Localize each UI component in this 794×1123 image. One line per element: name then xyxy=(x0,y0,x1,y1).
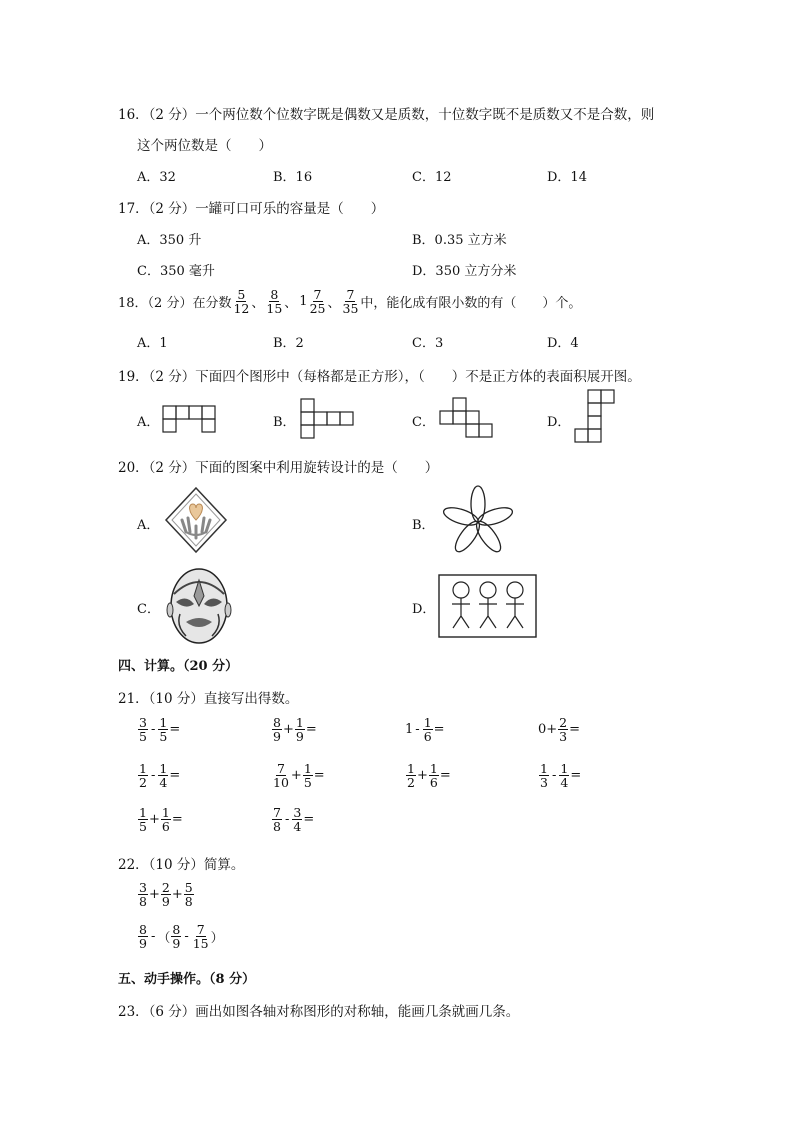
q16-option-c: C．12 xyxy=(412,170,452,185)
q22-expression-1: $\frac{3}{8}$ + $\frac{2}{9}$ + $\frac{5}{8}$ xyxy=(139,880,193,910)
q20-stem: 20．（2 分）下面的图案中利用旋转设计的是（ ） xyxy=(118,460,439,476)
q23-stem: 23．（6 分）画出如图各轴对称图形的对称轴，能画几条就画几条。 xyxy=(118,1004,520,1020)
q20-option-c: C． xyxy=(137,602,160,617)
q18-mixed-whole: 1 xyxy=(299,294,308,310)
q16-option-b: B．16 xyxy=(273,170,313,185)
q19-option-c: C． xyxy=(412,415,435,430)
q19-option-b: B． xyxy=(273,415,296,430)
q18-fraction-1: $\frac{5}{12}$ xyxy=(233,287,250,317)
q18-option-d: D．4 xyxy=(547,336,579,351)
q16-stem-line2: 这个两位数是（ ） xyxy=(137,138,272,154)
q22-stem: 22．（10 分）简算。 xyxy=(118,857,245,873)
q17-option-b: B．0.35 立方米 xyxy=(412,233,507,248)
q18-separator: 、 xyxy=(251,296,265,312)
q17-stem: 17．（2 分）一罐可口可乐的容量是（ ） xyxy=(118,201,385,217)
section-5-heading: 五、动手操作。（8 分） xyxy=(118,972,256,987)
q17-option-a: A．350 升 xyxy=(137,233,202,248)
q20-figure-b xyxy=(438,484,518,560)
q19-net-c xyxy=(440,398,495,438)
q18-fraction-2: $\frac{8}{15}$ xyxy=(266,287,283,317)
q16-stem-line1: 16．（2 分）一个两位数个位数字既是偶数又是质数，十位数字既不是质数又不是合数，则 xyxy=(118,107,655,123)
q18-prefix: 18．（2 分）在分数 xyxy=(118,296,232,312)
q20-option-b: B． xyxy=(412,518,435,533)
q20-option-a: A． xyxy=(137,518,160,533)
section-4-heading: 四、计算。（20 分） xyxy=(118,659,239,674)
q18-separator: 、 xyxy=(327,296,341,312)
q21-expression-8: $\frac{1}{3}$ - $\frac{1}{4}$ = xyxy=(540,761,582,791)
q21-expression-1: $\frac{3}{5}$ - $\frac{1}{5}$ = xyxy=(139,715,181,745)
q21-expression-6: $\frac{7}{10}$ + $\frac{1}{5}$ = xyxy=(273,761,325,791)
q18-option-b: B．2 xyxy=(273,336,304,351)
q20-figure-d xyxy=(438,574,538,638)
q20-option-d: D． xyxy=(412,602,436,617)
q18-suffix: 中，能化成有限小数的有（ ）个。 xyxy=(360,296,582,312)
q19-stem: 19．（2 分）下面四个图形中（每格都是正方形），（ ）不是正方体的表面积展开图。 xyxy=(118,369,641,385)
q19-net-d xyxy=(575,390,617,442)
q20-figure-a xyxy=(164,486,228,554)
q18-stem xyxy=(118,288,581,315)
q16-option-a: A．32 xyxy=(137,170,176,185)
q17-option-d: D．350 立方分米 xyxy=(412,264,517,279)
q17-option-c: C．350 毫升 xyxy=(137,264,215,279)
q18-fraction-4: $\frac{7}{35}$ xyxy=(342,287,359,317)
q19-net-a xyxy=(163,406,218,432)
q20-figure-c xyxy=(166,566,232,646)
q19-net-b xyxy=(301,399,356,439)
q21-expression-3: 1 - $\frac{1}{6}$ = xyxy=(405,715,445,745)
q22-expression-2: $\frac{8}{9}$ - （ $\frac{8}{9}$ - $\frac{7}{15}$ ） xyxy=(139,922,224,952)
q21-expression-2: $\frac{8}{9}$ + $\frac{1}{9}$ = xyxy=(273,715,317,745)
q21-expression-4: 0+ $\frac{2}{3}$ = xyxy=(538,715,581,745)
q21-expression-7: $\frac{1}{2}$ + $\frac{1}{6}$ = xyxy=(407,761,451,791)
q18-fraction-3: $\frac{7}{25}$ xyxy=(309,287,326,317)
q18-option-a: A．1 xyxy=(137,336,168,351)
q21-stem: 21．（10 分）直接写出得数。 xyxy=(118,691,299,707)
q18-separator: 、 xyxy=(284,296,298,312)
q21-expression-10: $\frac{7}{8}$ - $\frac{3}{4}$ = xyxy=(273,805,315,835)
q19-option-d: D． xyxy=(547,415,571,430)
q18-option-c: C．3 xyxy=(412,336,444,351)
q21-expression-5: $\frac{1}{2}$ - $\frac{1}{4}$ = xyxy=(139,761,181,791)
q19-option-a: A． xyxy=(137,415,160,430)
q21-expression-9: $\frac{1}{5}$ + $\frac{1}{6}$ = xyxy=(139,805,183,835)
q16-option-d: D．14 xyxy=(547,170,587,185)
